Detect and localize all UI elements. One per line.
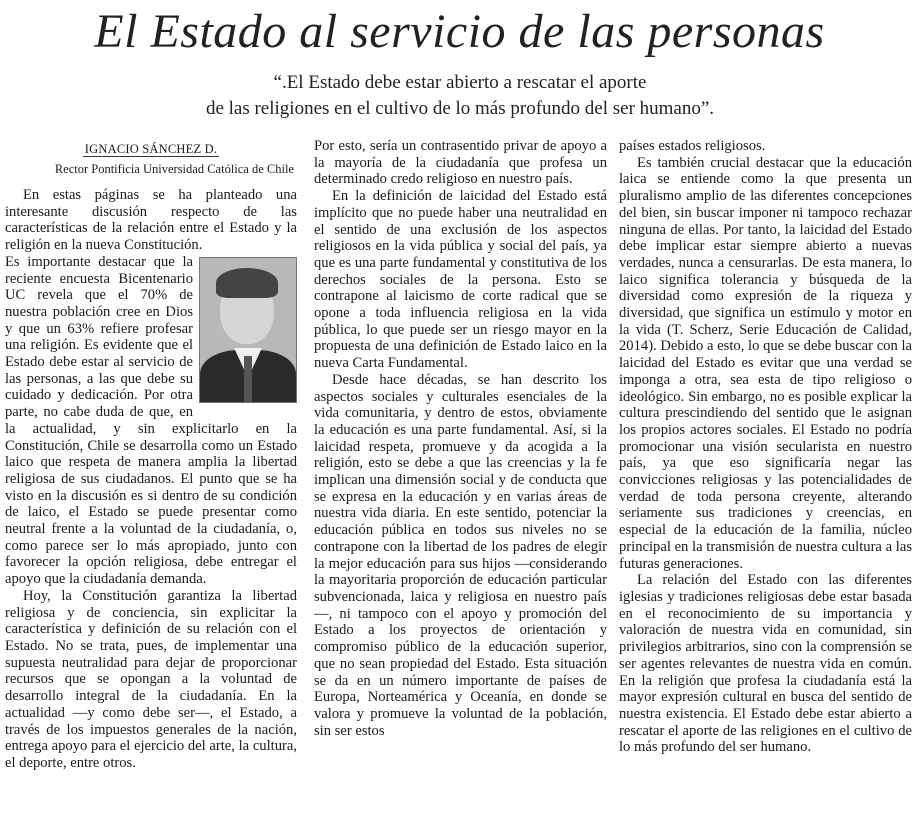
paragraph: Hoy, la Constitución garantiza la libertad religiosa y de conciencia, sin explicitar la característica y definición de su relación con el Estado. No se trata, pues, de implementar una supuesta neutralidad para dejar de proporcionar recursos que se opongan a la voluntad de desarrollo integral de la ciudadanía. En la actualidad —y como debe ser—, el Estado, a través de los impuestos generales de la nación, entrega apoyo para el ejercicio del arte, la cultura, el deporte, entre otros. bbox=[5, 587, 297, 771]
author-name: IGNACIO SÁNCHEZ D. bbox=[84, 142, 218, 156]
paragraph: países estados religiosos. bbox=[619, 138, 766, 154]
paragraph: En la definición de laicidad del Estado está implícito que no puede haber una neutralidad en el sentido de una exclusión de los aspectos religiosos en la vida pública y social del país, ya que es una parte fundamental y constitutiva de los derechos sociales de la persona. Esto se contrapone al laicismo de corte radical que se opone a toda influencia religiosa en la vida pública, lo que puede ser un riesgo mayor en la propuesta de una definición de Estado laico en la nueva Carta Fundamental. bbox=[314, 188, 607, 372]
pull-quote-line-2: de las religiones en el cultivo de lo más profundo del ser humano”. bbox=[205, 98, 715, 119]
pull-quote bbox=[150, 70, 770, 122]
paragraph: Es importante destacar que la reciente encuesta Bicentenario UC revela que el 70% de nuestra población cree en Dios y que un 63% refiere profesar una religión. Es evidente que el Estado debe estar al servicio de las personas, a las que debe su cuidado y dedicación. Por otra parte, no cabe duda de que, en la actualidad, y sin explicitarlo en la Constitución, Chile se desarrolla como un Estado laico que respeta de manera amplia la libertad religiosa de sus ciudadanos. El punto que se ha visto en la discusión es si dentro de su condición de laico, el Estado se puede presentar como neutral frente a la voluntad de la ciudadanía, o, como parece ser lo más apropiado, junto con favorecer la opción religiosa, debe entregar el apoyo que la ciudadanía demanda. bbox=[5, 253, 297, 588]
author-role: Rector Pontificia Universidad Católica de Chile bbox=[54, 162, 294, 176]
column-2 bbox=[314, 138, 607, 739]
author-photo bbox=[199, 257, 297, 403]
paragraph: Desde hace décadas, se han descrito los aspectos sociales y culturales esenciales de la vida comunitaria, y dentro de estos, obviamente la educación es una parte fundamental. Así, si la laicidad respeta, promueve y da acogida a la religión, esto se debe a que las creencias y la fe implican una dimensión social y de conducta que se expresa en la educación y en varias áreas de nuestra vida diaria. En este sentido, potenciar la educación pública en todos sus niveles no se contrapone con la libertad de los padres de elegir la mejor educación para sus hijos —considerando la mayoritaria proporción de educación particular subvencionada, laica y religiosa en nuestro país—, ni tampoco con el apoyo y promoción del Estado a los proyectos de orientación y compromiso público de la educación superior, que no sean propiedad del Estado. Esta situación se da en un número importante de países de Europa, Norteamérica y Oceanía, en donde se valora y promueve la voluntad de la población, sin ser estos bbox=[314, 371, 607, 739]
pull-quote-line-1: “.El Estado debe estar abierto a rescatar el aporte bbox=[273, 72, 647, 93]
paragraph: La relación del Estado con las diferentes iglesias y tradiciones religiosas debe estar basada en el reconocimiento de su importancia y valoración de nuestra vida en comunidad, sin privilegios arbitrarios, sino con la comprensión se ser agentes relevantes de nuestra vida en común. En la religión que profesa la ciudadanía está la mayor expresión cultural en busca del sentido de nuestra existencia. El Estado debe estar abierto a rescatar el aporte de las religiones en el cultivo de lo más profundo del ser humano. bbox=[619, 572, 912, 756]
headline: El Estado al servicio de las personas bbox=[94, 5, 825, 58]
paragraph: En estas páginas se ha planteado una interesante discusión respecto de las características de la relación entre el Estado y la religión en la nueva Constitución. bbox=[5, 187, 297, 254]
column-1 bbox=[5, 138, 297, 772]
column-3 bbox=[619, 138, 912, 756]
paragraph: Por esto, sería un contrasentido privar de apoyo a la mayoría de la ciudadanía que profesa un determinado credo religioso en nuestro país. bbox=[314, 138, 607, 188]
paragraph: Es también crucial destacar que la educación laica se entiende como la que presenta un pluralismo amplio de las diferentes concepciones del bien, sin buscar imponer ni tampoco rechazar ninguna de ellas. Por tanto, la laicidad del Estado debe implicar estar siempre abierto a nuevas verdades, nunca a censurarlas. De esta manera, lo laico significa tolerancia y búsqueda de la diversidad como expresión de la riqueza y diversidad, que significa un estímulo y motor en la vida (T. Scherz, Serie Educación de Calidad, 2014). Debido a esto, lo que se debe buscar con la laicidad del Estado es evitar que una verdad se imponga a otra, sea esta de tipo religioso o ideológico. Sin embargo, no es posible explicar la cultura prescindiendo del sentido que le asignan los propios actores sociales. El Estado no podría promocionar una visión secularista en nuestro país, ya que eso significaría negar las convicciones religiosas y las potencialidades de verdad de toda persona creyente, alterando seriamente sus tradiciones y creencias, en especial de la educación de la familia, núcleo principal en la transmisión de nuestra cultura a las futuras generaciones. bbox=[619, 154, 912, 572]
